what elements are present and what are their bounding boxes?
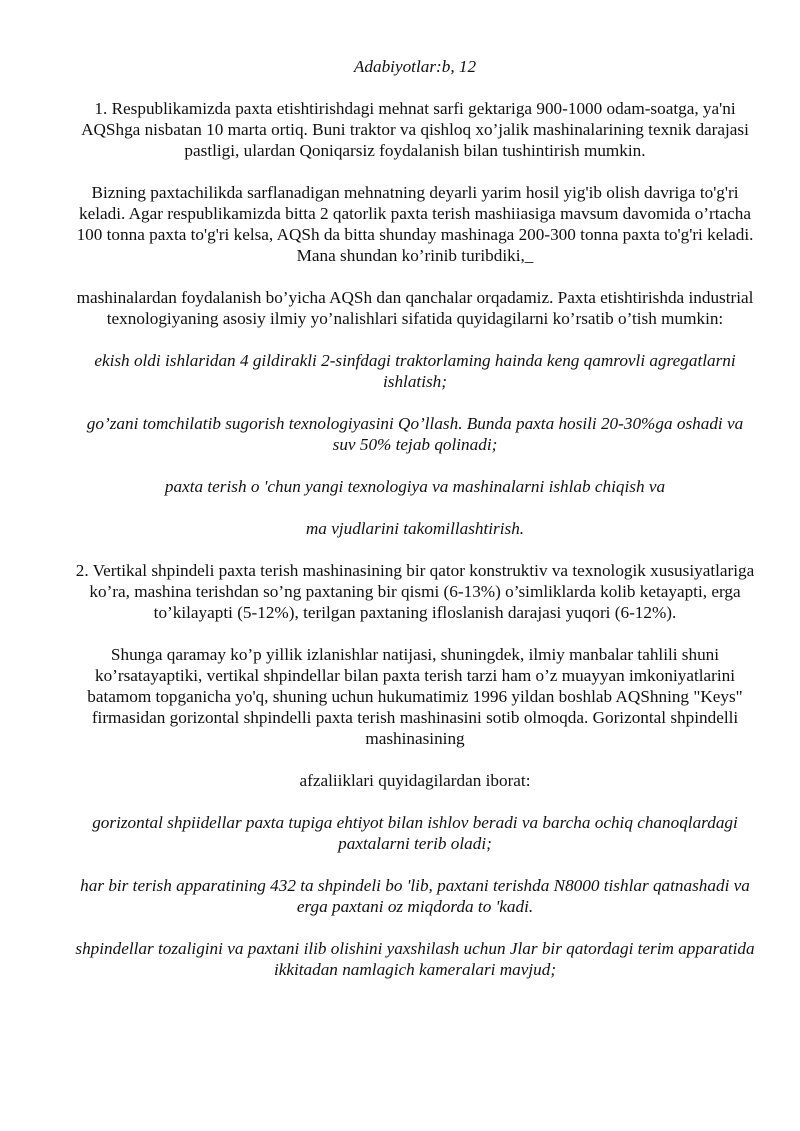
list-item-horizontal-spindles: gorizontal shpiidellar paxta tupiga ehtiyot bilan ishlov beradi va barcha ochiq chanoqlardagi paxtalarni terib oladi;	[92, 813, 738, 853]
list-item-moistening-chambers: shpindellar tozaligini va paxtani ilib olishini yaxshilash uchun Jlar bir qatordagi terim apparatida ikkitadan namlagich kameralari mavjud;	[75, 939, 755, 979]
list-item-new-technology: paxta terish o 'chun yangi texnologiya va mashinalarni ishlab chiqish va	[164, 477, 666, 496]
paragraph-vertical-spindle: 2. Vertikal shpindeli paxta terish mashinasining bir qator konstruktiv va texnologik xususiyatlariga ko’ra, mashina terishdan so’ng paxtaning bir qismi (6-13%) o’simliklarda kolib ketayapti, erga to’kilayapti (5-12%), terilgan paxtaning ifloslanish darajasi yuqori (6-12%).	[75, 561, 755, 622]
list-item-drip-irrigation: go’zani tomchilatib sugorish texnologiyasini Qo’llash. Bunda paxta hosili 20-30%ga oshadi va suv 50% tejab qolinadi;	[86, 414, 744, 454]
list-item-spindle-count: har bir terish apparatining 432 ta shpindeli bo 'lib, paxtani terishda N8000 tishlar qatnashadi va erga paxtani oz miqdorda to 'kadi.	[80, 876, 750, 916]
paragraph-advantages-intro: afzaliiklari quyidagilardan iborat:	[299, 771, 531, 790]
document-page	[75, 56, 755, 1001]
paragraph-research-results: Shunga qaramay ko’p yillik izlanishlar natijasi, shuningdek, ilmiy manbalar tahlili shuni ko’rsatayaptiki, vertikal shpindellar bilan paxta terish tarzi ham o’z muayyan imkoniyatlarini batamom topganicha yo'q, shuning uchun hukumatimiz 1996 yildan boshlab AQShning "Keys" firmasidan gorizontal shpindelli paxta terish mashinasini sotib olmoqda. Gorizontal shpindelli mashinasining	[87, 645, 743, 748]
references-heading: Adabiyotlar:b, 12	[353, 57, 477, 76]
list-item-improvement: ma vjudlarini takomillashtirish.	[305, 519, 525, 538]
paragraph-harvest-labor: Bizning paxtachilikda sarflanadigan mehnatning deyarli yarim hosil yig'ib olish davriga to'g'ri keladi. Agar respublikamizda bitta 2 qatorlik paxta terish mashiiasiga mavsum davomida o’rtacha 100 tonna paxta to'g'ri kelsa, AQSh da bitta shunday mashinaga 200-300 tonna paxta to'g'ri keladi. Mana shundan ko’rinib turibdiki,_	[76, 183, 754, 265]
paragraph-labor-cost: 1. Respublikamizda paxta etishtirishdagi mehnat sarfi gektariga 900-1000 odam-soatga, ya'ni AQShga nisbatan 10 marta ortiq. Buni traktor va qishloq xo’jalik mashinalarining texnik darajasi pastligi, ulardan Qoniqarsiz foydalanish bilan tushintirish mumkin.	[81, 99, 749, 160]
paragraph-machine-usage: mashinalardan foydalanish bo’yicha AQSh dan qanchalar orqadamiz. Paxta etishtirishda industrial texnologiyaning asosiy ilmiy yo’nalishlari sifatida quyidagilarni ko’rsatib o’tish mumkin:	[76, 288, 754, 328]
list-item-sowing: ekish oldi ishlaridan 4 gildirakli 2-sinfdagi traktorlaming hainda keng qamrovli agregatlarni ishlatish;	[94, 351, 736, 391]
